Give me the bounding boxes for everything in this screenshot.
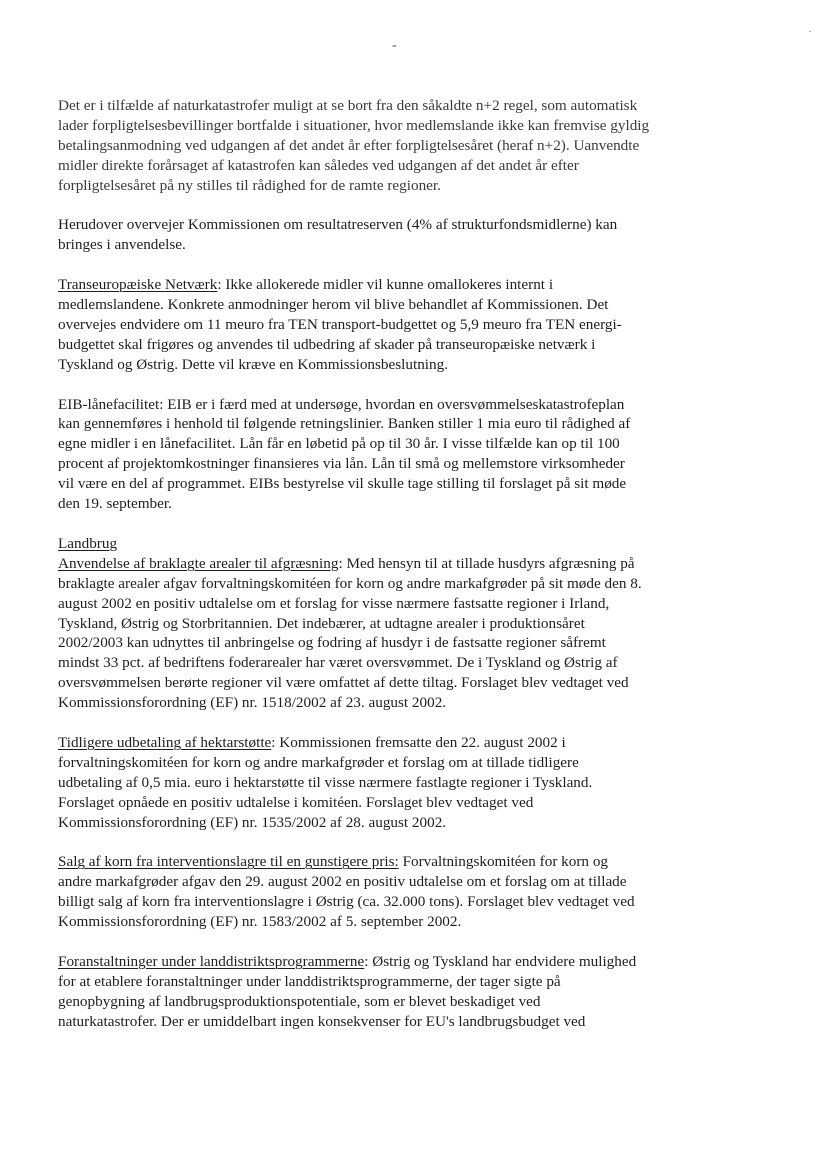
text-line: andre markafgrøder afgav den 29. august 2002 en positiv udtalelse om et forslag om at tillade bbox=[58, 873, 627, 891]
text-line: betalingsanmodning ved udgangen af det andet år efter forpligtelsesåret (heraf n+2). Uanvendte bbox=[58, 136, 640, 154]
text-line: Herudover overvejer Kommissionen om resultatreserven (4% af strukturfondsmidlerne) kan bbox=[58, 216, 618, 234]
lead-continuation: : Med hensyn til at tillade husdyrs afgræsning på bbox=[338, 554, 635, 572]
page-number-mark: - bbox=[392, 38, 397, 53]
text-line: medlemslandene. Konkrete anmodninger herom vil blive behandlet af Kommissionen. Det bbox=[58, 296, 609, 314]
text-line: Kommissionsforordning (EF) nr. 1583/2002 af 5. september 2002. bbox=[58, 913, 462, 931]
section-lead: Tidligere udbetaling af hektarstøtte bbox=[58, 733, 272, 751]
section-lead: Transeuropæiske Netværk bbox=[58, 276, 218, 294]
section-lead: Foranstaltninger under landdistriktsprogrammerne bbox=[58, 952, 365, 970]
section-lead: Salg af korn fra interventionslagre til en gunstigere pris: bbox=[58, 853, 399, 871]
paragraph-early-area-payment bbox=[58, 733, 748, 833]
text-line: 2002/2003 kan udnyttes til anbringelse og fodring af husdyr i de fastsatte regioner såfremt bbox=[58, 634, 606, 652]
text-line: august 2002 en positiv udtalelse om et forslag for visse nærmere fastsatte regioner i Irland, bbox=[58, 594, 610, 612]
text-line: Tyskland, Østrig og Storbritannien. Det indebærer, at udtagne arealer i produktionsåret bbox=[58, 614, 585, 632]
text-line: Kommissionsforordning (EF) nr. 1535/2002 af 28. august 2002. bbox=[58, 813, 447, 831]
text-line: kan gennemføres i henhold til følgende retningslinier. Banken stiller 1 mia euro til rådighed af bbox=[58, 415, 631, 433]
section-heading: Landbrug bbox=[58, 534, 118, 552]
text-line: billigt salg af korn fra interventionslagre i Østrig (ca. 32.000 tons). Forslaget blev vedtaget ved bbox=[58, 893, 635, 911]
text-line: mindst 33 pct. af bedriftens foderarealer har været oversvømmet. De i Tyskland og Østrig af bbox=[58, 654, 618, 672]
text-line: oversvømmelsen berørte regioner vil være omfattet af dette tiltag. Forslaget blev vedtaget ved bbox=[58, 674, 629, 692]
text-line: overvejes endvidere om 11 meuro fra TEN transport-budgettet og 5,9 meuro fra TEN energi- bbox=[58, 315, 622, 333]
paragraph-n2-rule bbox=[58, 96, 748, 196]
text-line: naturkatastrofer. Der er umiddelbart ingen konsekvenser for EU's landbrugsbudget ved bbox=[58, 1012, 586, 1030]
paragraph-set-aside-grazing bbox=[58, 534, 748, 713]
text-line: egne midler i en lånefacilitet. Lån får en løbetid på op til 30 år. I visse tilfælde kan op til 100 bbox=[58, 435, 620, 453]
text-line: forvaltningskomitéen for korn og andre markafgrøder et forslag om at tillade tidligere bbox=[58, 753, 579, 771]
text-line: procent af projektomkostninger finansieres via lån. Lån til små og mellemstore virksomheder bbox=[58, 455, 625, 473]
text-line bbox=[58, 275, 748, 295]
text-line: Forslaget opnåede en positiv udtalelse i komitéen. Forslaget blev vedtaget ved bbox=[58, 793, 534, 811]
paragraph-trans-european-networks bbox=[58, 275, 748, 375]
scan-mark: · bbox=[808, 24, 812, 38]
lead-continuation: : Ikke allokerede midler vil kunne omallokeres internt i bbox=[217, 276, 554, 294]
text-line: lader forpligtelsesbevillinger bortfalde i situationer, hvor medlemslande ikke kan fremvise gyldig bbox=[58, 116, 650, 134]
text-line: braklagte arealer afgav forvaltningskomitéen for korn og andre markafgrøder på sit møde den 8. bbox=[58, 574, 642, 592]
lead-continuation: Forvaltningskomitéen for korn og bbox=[398, 853, 609, 871]
text-line: den 19. september. bbox=[58, 495, 172, 513]
text-line: for at etablere foranstaltninger under landdistriktsprogrammerne, der tager sigte på bbox=[58, 972, 561, 990]
paragraph-performance-reserve bbox=[58, 215, 748, 255]
lead-continuation: : Østrig og Tyskland har endvidere mulighed bbox=[364, 952, 637, 970]
text-line bbox=[58, 733, 748, 753]
text-line bbox=[58, 852, 748, 872]
text-line: genopbygning af landbrugsproduktionspotentiale, som er blevet beskadiget ved bbox=[58, 992, 541, 1010]
paragraph-eib-loan-facility bbox=[58, 395, 748, 514]
text-line: Tyskland og Østrig. Dette vil kræve en Kommissionsbeslutning. bbox=[58, 355, 448, 373]
text-line: EIB-lånefacilitet: EIB er i færd med at undersøge, hvordan en oversvømmelseskatastrofeplan bbox=[58, 395, 625, 413]
text-line: midler direkte forårsaget af katastrofen kan således ved udgangen af det andet år efter bbox=[58, 156, 579, 174]
text-line: forpligtelsesåret på ny stilles til rådighed for de ramte regioner. bbox=[58, 176, 441, 194]
document-body bbox=[58, 96, 748, 1031]
paragraph-rural-development bbox=[58, 952, 748, 1032]
paragraph-grain-sale bbox=[58, 852, 748, 932]
text-line: Det er i tilfælde af naturkatastrofer muligt at se bort fra den såkaldte n+2 regel, som automatisk bbox=[58, 97, 638, 114]
text-line: Kommissionsforordning (EF) nr. 1518/2002 af 23. august 2002. bbox=[58, 694, 447, 712]
text-line: vil være en del af programmet. EIBs bestyrelse vil skulle tage stilling til forslaget på sit møde bbox=[58, 475, 627, 493]
text-line bbox=[58, 554, 748, 574]
lead-continuation: : Kommissionen fremsatte den 22. august 2002 i bbox=[271, 733, 566, 751]
text-line: udbetaling af 0,5 mia. euro i hektarstøtte til visse nærmere fastlagte regioner i Tyskland. bbox=[58, 773, 593, 791]
section-lead: Anvendelse af braklagte arealer til afgræsning bbox=[58, 554, 339, 572]
text-line bbox=[58, 952, 748, 972]
text-line: budgettet skal frigøres og anvendes til udbedring af skader på transeuropæiske netværk i bbox=[58, 335, 596, 353]
text-line: bringes i anvendelse. bbox=[58, 236, 186, 254]
